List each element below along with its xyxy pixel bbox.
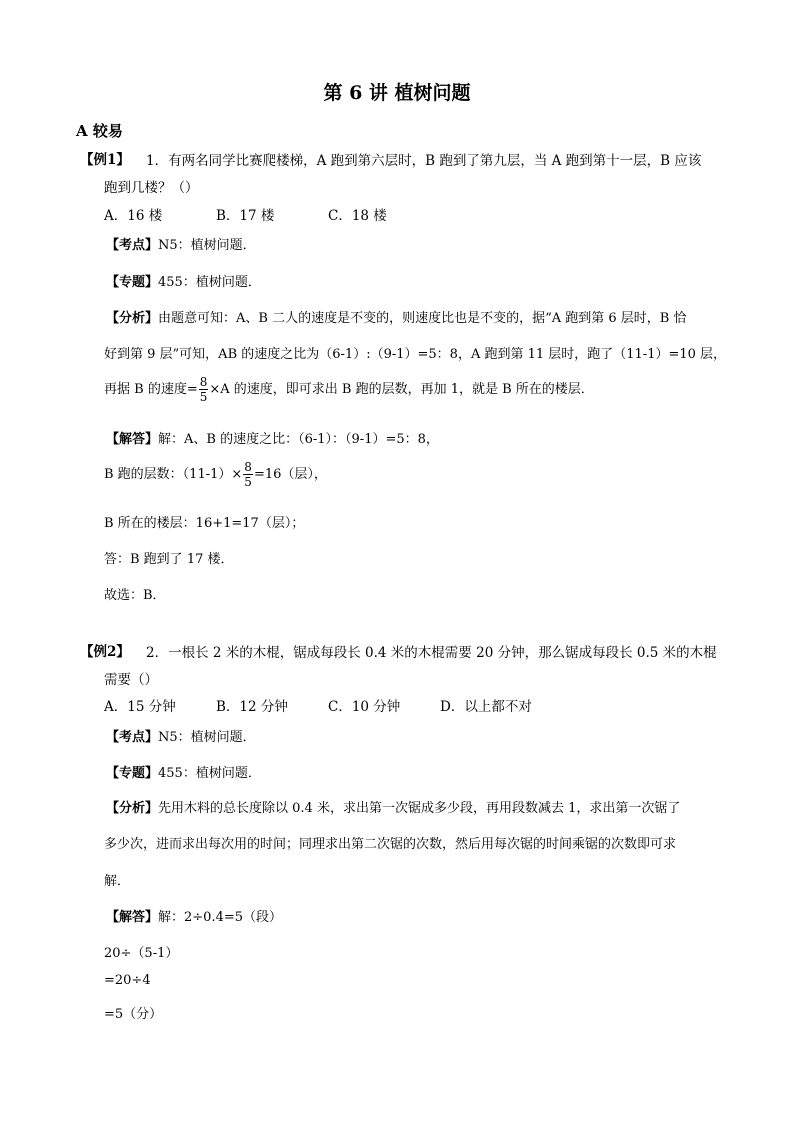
fraction-8-5: $\frac{8}{5}$: [199, 375, 208, 404]
fenxi-text-1: 由题意可知：A、B 二人的速度是不变的，则速度比也是不变的，据“A 跑到第 6 层时，B 恰: [158, 311, 687, 326]
kaodian-label: 【考点】: [106, 238, 159, 253]
example-1-kaodian: [106, 234, 256, 253]
example-1-fenxi-line2: 好到第 9 层”可知，AB 的速度之比为（6-1）:（9-1）=5：8，A 跑到第 11 层时，跑了（11-1）=10 层，: [104, 347, 727, 362]
example-2-jieda-line2: 20÷（5-1）: [104, 946, 179, 961]
example-2-fenxi-line1: [106, 797, 680, 816]
example-2-question-line1: 2．一根长 2 米的木棍，锯成每段长 0.4 米的木棍需要 20 分钟，那么锯成每段长 0.5 米的木棍: [146, 645, 717, 661]
example-1-jieda-line1: [106, 428, 439, 447]
zhuanti-label: 【专题】: [106, 275, 159, 290]
example-2-option-b: B．12 分钟: [216, 699, 288, 715]
example-1-question-line1: 1．有两名同学比赛爬楼梯，A 跑到第六层时，B 跑到了第九层，当 A 跑到第十一层，B 应该: [146, 153, 702, 169]
example-2-jieda-line1: [106, 906, 282, 925]
example-1-question-line2: 跑到几楼？（）: [104, 180, 199, 196]
example-1-fenxi-line3: [104, 376, 594, 403]
example-2-option-a: A．15 分钟: [104, 699, 176, 715]
jieda-text-1: 解：2÷0.4=5（段）: [158, 910, 283, 925]
zhuanti-text: 455：植树问题．: [158, 766, 261, 781]
jieda-text-2b: =16（层），: [253, 467, 327, 482]
example-2-fenxi-line2: 多少次，进而求出每次用的时间；同理求出第二次锯的次数，然后用每次锯的时间乘锯的次数即可求: [104, 837, 677, 852]
example-1-jieda-line4: 答：B 跑到了 17 楼．: [104, 552, 234, 567]
fenxi-text-3a: 再据 B 的速度=: [104, 382, 198, 397]
example-1-jieda-line3: B 所在的楼层：16+1=17（层）；: [104, 516, 305, 531]
kaodian-text: N5：植树问题．: [158, 730, 256, 745]
page-title: 第 6 讲 植树问题: [323, 82, 471, 104]
example-1-jieda-line5: 故选：B．: [104, 588, 166, 603]
example-2-question-line2: 需要（）: [104, 672, 158, 688]
example-1-jieda-line2: [104, 461, 327, 488]
fraction-8-5: $\frac{8}{5}$: [244, 460, 252, 489]
example-2-jieda-line3: =20÷4: [104, 973, 151, 988]
example-2-option-d: D．以上都不对: [440, 699, 532, 715]
zhuanti-text: 455：植树问题．: [158, 275, 261, 290]
example-2-tag: 【例2】: [80, 644, 130, 660]
example-1-fenxi-line1: [106, 307, 686, 326]
jieda-text-1: 解：A、B 的速度之比：（6-1）：（9-1）=5：8，: [158, 432, 439, 447]
fenxi-label: 【分析】: [106, 801, 159, 816]
example-2-zhuanti: [106, 762, 261, 781]
example-2-kaodian: [106, 726, 256, 745]
example-1-zhuanti: [106, 271, 261, 290]
example-2-option-c: C．10 分钟: [328, 699, 401, 715]
example-1-option-c: C．18 楼: [328, 208, 387, 224]
example-1-option-a: A．16 楼: [104, 208, 163, 224]
example-1-option-b: B．17 楼: [216, 208, 275, 224]
example-2-fenxi-line3: 解．: [104, 874, 131, 889]
example-1-tag: 【例1】: [80, 152, 130, 168]
zhuanti-label: 【专题】: [106, 766, 159, 781]
kaodian-text: N5：植树问题．: [158, 238, 256, 253]
jieda-text-2a: B 跑的层数：（11-1）×: [104, 467, 243, 482]
fenxi-text-1: 先用木料的总长度除以 0.4 米，求出第一次锯成多少段，再用段数减去 1，求出第一次锯了: [158, 801, 681, 816]
example-2-jieda-line4: =5（分）: [104, 1007, 163, 1022]
kaodian-label: 【考点】: [106, 730, 159, 745]
section-heading: A 较易: [76, 122, 123, 140]
jieda-label: 【解答】: [106, 910, 159, 925]
fenxi-text-3b: ×A 的速度，即可求出 B 跑的层数，再加 1，就是 B 所在的楼层．: [209, 382, 594, 397]
fenxi-label: 【分析】: [106, 311, 159, 326]
jieda-label: 【解答】: [106, 432, 159, 447]
